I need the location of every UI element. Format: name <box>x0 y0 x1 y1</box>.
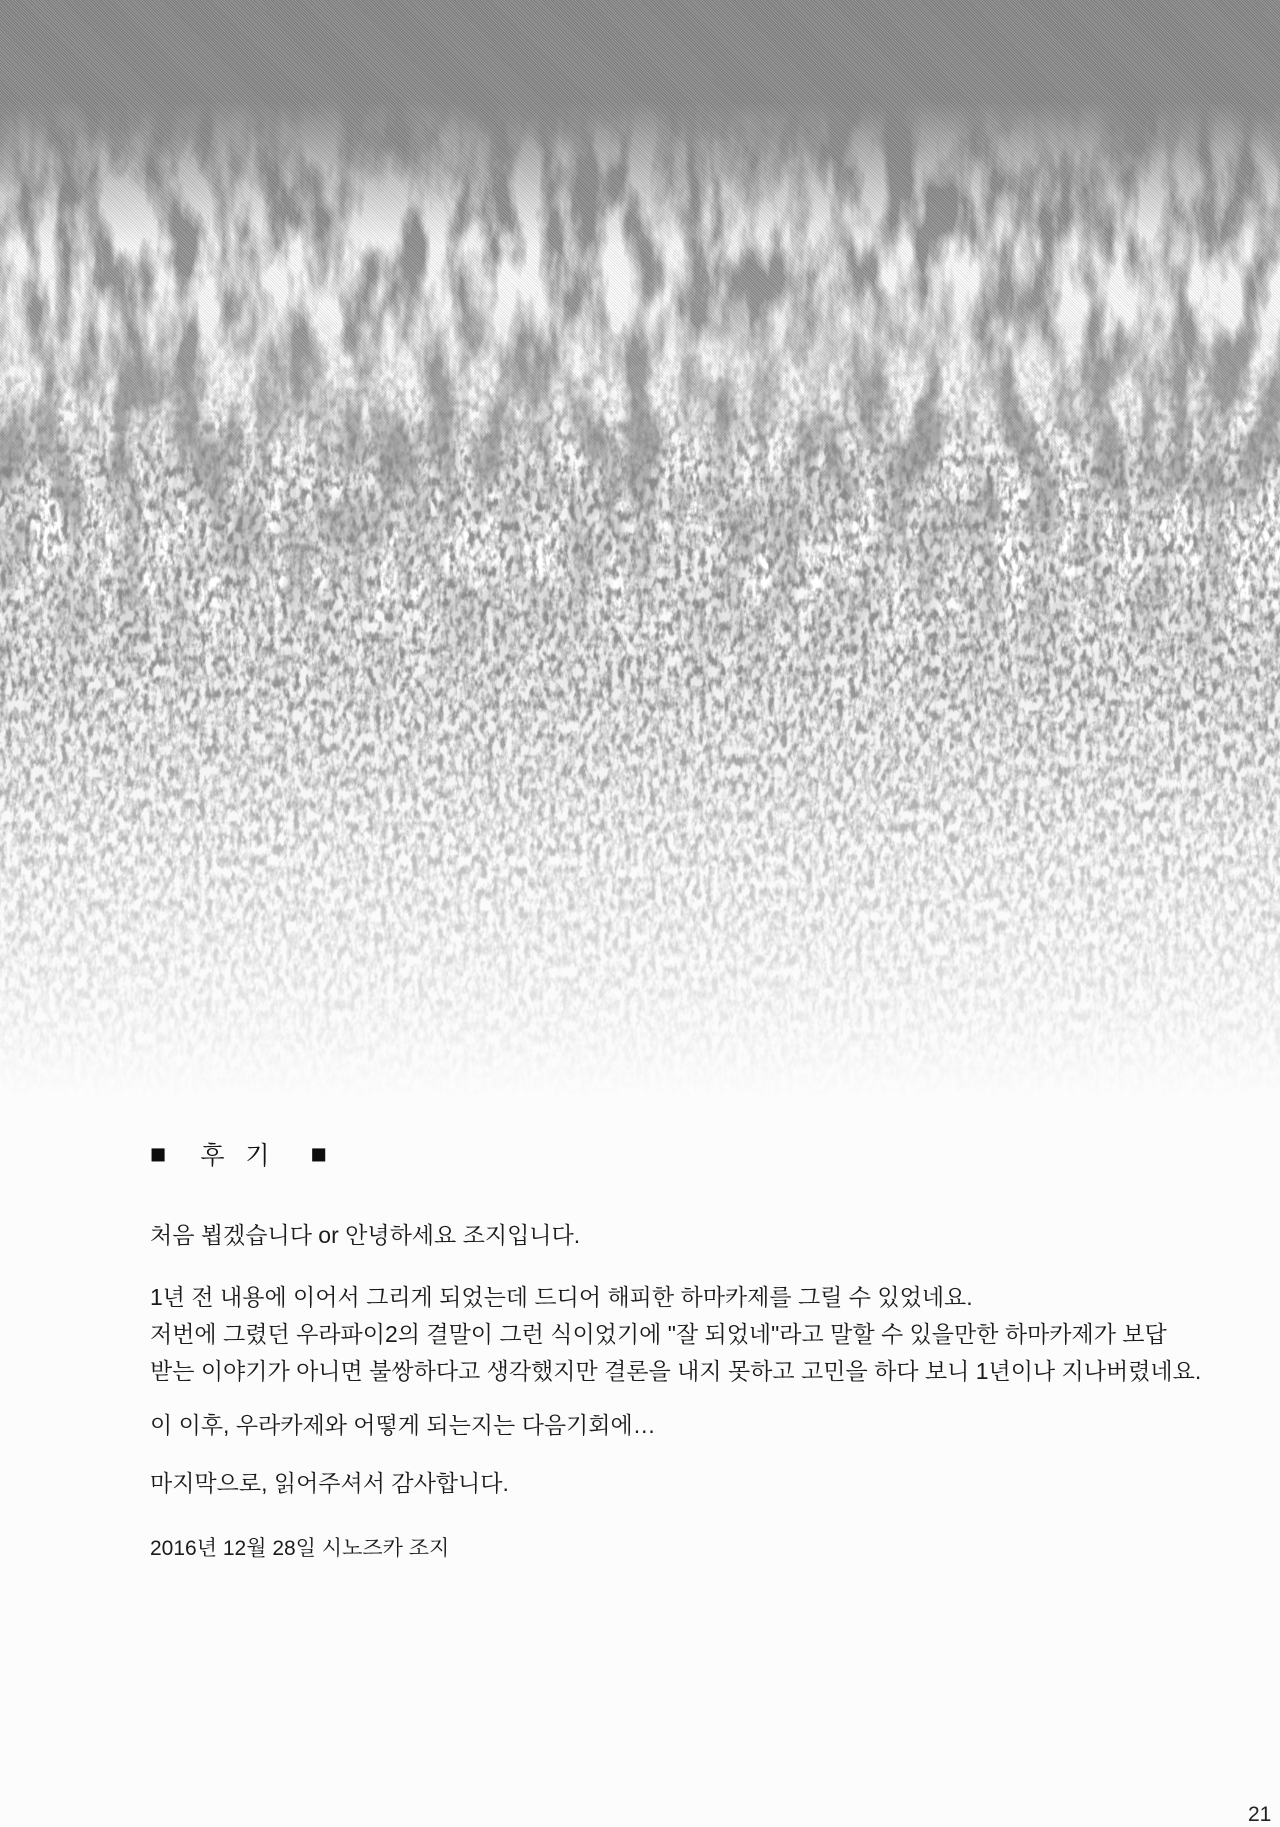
halftone-screen-overlay <box>0 0 1280 560</box>
afterword-title: 후 기 <box>200 1142 277 1170</box>
afterword-heading <box>150 1136 327 1172</box>
paragraph-line: 받는 이야기가 아니면 불쌍하다고 생각했지만 결론을 내지 못하고 고민을 하다 보니 1년이나 지나버렸네요. <box>150 1358 1202 1384</box>
date-signature: 2016년 12월 28일 시노즈카 조지 <box>150 1537 450 1560</box>
page-number: 21 <box>1248 1803 1272 1826</box>
square-marker-icon: ■ <box>150 1138 167 1169</box>
greeting-text: 처음 뵙겠습니다 or 안녕하세요 조지입니다. <box>150 1222 581 1248</box>
square-marker-icon: ■ <box>310 1138 327 1169</box>
paragraph-line: 저번에 그렸던 우라파이2의 결말이 그런 식이었기에 "잘 되었네"라고 말할 수 있을만한 하마카제가 보답 <box>150 1321 1167 1347</box>
paragraph-line: 1년 전 내용에 이어서 그리게 되었는데 드디어 해피한 하마카제를 그릴 수 있었네요. <box>150 1284 973 1310</box>
afterword-paragraph <box>150 1279 1201 1390</box>
closing-text: 마지막으로, 읽어주셔서 감사합니다. <box>150 1470 509 1496</box>
next-time-text: 이 이후, 우라카제와 어떻게 되는지는 다음기회에… <box>150 1412 656 1438</box>
